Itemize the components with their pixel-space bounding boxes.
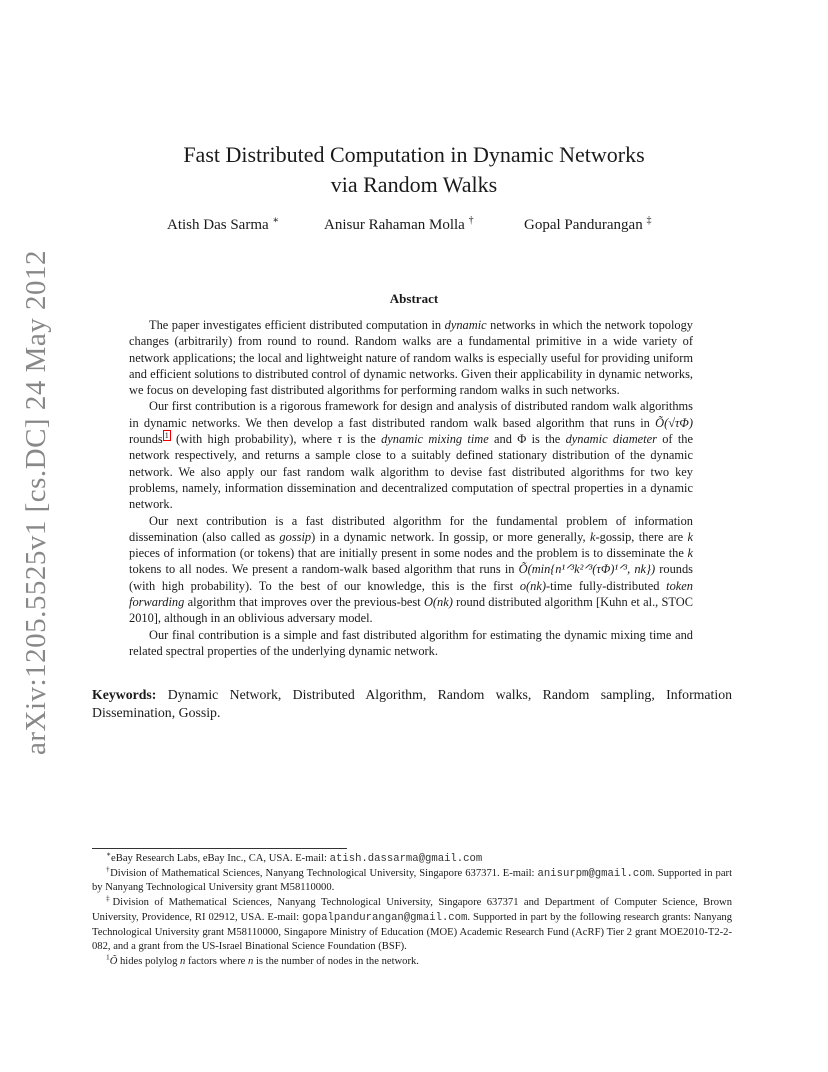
paper-title — [0, 140, 828, 200]
author-2: Anisur Rahaman Molla † — [324, 215, 474, 233]
abstract-paragraph-4: Our final contribution is a simple and fast distributed algorithm for estimating the dynamic mixing time and related spectral properties of the underlying dynamic network. — [129, 627, 693, 658]
abstract-paragraph-1: The paper investigates efficient distributed computation in dynamic networks in which the network topology changes (arbitrarily) from round to round. Random walks are a fundamental primitive in a wide variety of network applications; the local and lightweight nature of random walks is especially useful for providing uniform and efficient solutions to distributed control of dynamic networks. Given their applicability in dynamic networks, we focus on developing fast distributed algorithms for performing random walks in such networks. — [129, 318, 693, 398]
footnote-affiliation-3: ‡Division of Mathematical Sciences, Nanyang Technological University, Singapore 637371 and Department of Computer Science, Brown University, Providence, RI 02912, USA. E-mail: gopalpandurangan@gmail.com. Supported in part by the following research grants: Nanyang Technological University grant M58110000, Singapore Ministry of Education (MOE) Academic Research Fund (AcRF) Tier 2 grant MOE2010-T2-2-082, and a grant from the US-Israel Binational Science Foundation (BSF). — [92, 893, 732, 953]
author-3: Gopal Pandurangan ‡ — [524, 215, 652, 233]
email-link[interactable]: gopalpandurangan@gmail.com — [302, 911, 468, 924]
footnote-affiliation-1: ∗eBay Research Labs, eBay Inc., CA, USA. E-mail: atish.dassarma@gmail.com — [106, 849, 483, 865]
keywords-label: Keywords: — [92, 687, 157, 702]
author-1: Atish Das Sarma ∗ — [167, 215, 280, 233]
email-link[interactable]: atish.dassarma@gmail.com — [329, 853, 483, 865]
footnote-affiliation-2: †Division of Mathematical Sciences, Nanyang Technological University, Singapore 637371. E-mail: anisurpm@gmail.com. Supported in part by Nanyang Technological University grant M58110000. — [92, 864, 733, 894]
email-link[interactable]: anisurpm@gmail.com — [537, 867, 652, 880]
abstract-paragraph-2: Our first contribution is a rigorous framework for design and analysis of distributed random walk algorithms in dynamic networks. We then develop a fast distributed random walk based algorithm that runs in Õ(√τΦ) rounds $^1$ (with high probability), where τ is the dynamic mixing time and Φ is the dynamic diameter of the network respectively, and returns a sample close to a suitably defined stationary distribution of the dynamic network. We also apply our fast random walk algorithm to devise fast distributed algorithms for two key problems, namely, information dissemination and decentralized computation of spectral properties in a dynamic network. — [129, 399, 693, 512]
title-line-2: via Random Walks — [330, 172, 498, 197]
abstract-heading: Abstract — [389, 291, 439, 306]
footnote-1-link[interactable]: 1 — [164, 430, 169, 440]
abstract-body — [129, 317, 693, 659]
footnotes — [92, 849, 733, 970]
keywords — [92, 686, 732, 722]
title-line-1: Fast Distributed Computation in Dynamic Networks — [183, 142, 645, 167]
footnote-1: $^1$Õ hides polylog n factors where n is the number of nodes in the network. — [106, 952, 419, 967]
keywords-text: Dynamic Network, Distributed Algorithm, Random walks, Random sampling, Information Dissemination, Gossip. — [92, 687, 732, 720]
arxiv-identifier: arXiv:1205.5525v1 [cs.DC] 24 May 2012 — [20, 249, 52, 755]
footnote-divider — [92, 848, 347, 849]
abstract-paragraph-3: Our next contribution is a fast distributed algorithm for the fundamental problem of information dissemination (also called as gossip) in a dynamic network. In gossip, or more generally, k-gossip, there are k pieces of information (or tokens) that are initially present in some nodes and the problem is to disseminate the k tokens to all nodes. We present a random-walk based algorithm that runs in Õ(min{n¹ᐟ³k²ᐟ³(τΦ)¹ᐟ³, nk}) rounds (with high probability). To the best of our knowledge, this is the first o(nk)-time fully-distributed token forwarding algorithm that improves over the previous-best O(nk) round distributed algorithm [Kuhn et al., STOC 2010], although in an oblivious adversary model. — [129, 513, 693, 626]
